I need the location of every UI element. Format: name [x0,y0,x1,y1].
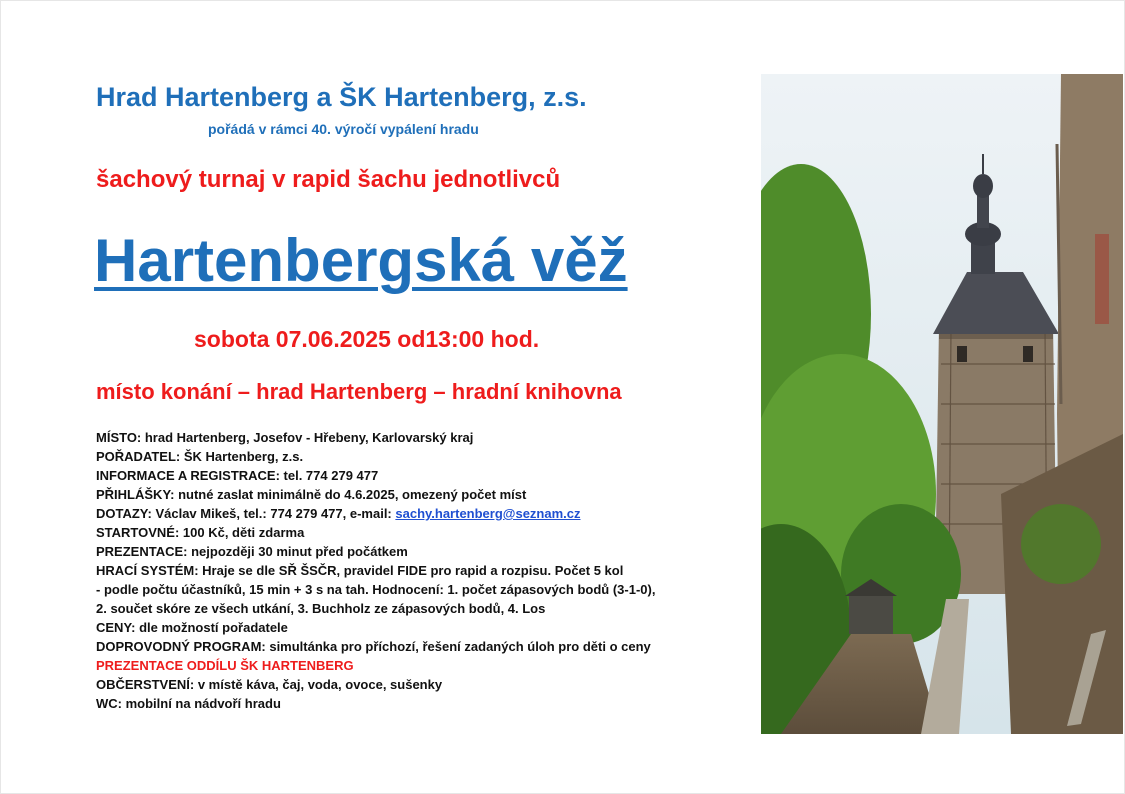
detail-hraci-system-2: - podle počtu účastníků, 15 min + 3 s na tah. Hodnocení: 1. počet zápasových bodů (3-1-0), [96,582,656,597]
castle-tower-photo [761,74,1123,734]
detail-wc: WC: mobilní na nádvoří hradu [96,696,281,711]
detail-dotazy-text: DOTAZY: Václav Mikeš, tel.: 774 279 477, e-mail: [96,506,396,521]
detail-hraci-system-3: 2. součet skóre ze všech utkání, 3. Buchholz ze zápasových bodů, 4. Los [96,601,546,616]
detail-ceny: CENY: dle možností pořadatele [96,620,288,635]
tournament-title: Hartenbergská věž [94,227,628,294]
detail-misto: MÍSTO: hrad Hartenberg, Josefov - Hřebeny, Karlovarský kraj [96,430,474,445]
detail-obcerstveni: OBČERSTVENÍ: v místě káva, čaj, voda, ovoce, sušenky [96,677,443,692]
detail-prezentace: PREZENTACE: nejpozději 30 minut před počátkem [96,544,408,559]
event-venue: místo konání – hrad Hartenberg – hradní knihovna [96,379,622,404]
event-type-heading: šachový turnaj v rapid šachu jednotlivců [96,166,561,193]
detail-prezentace-oddilu: PREZENTACE ODDÍLU ŠK HARTENBERG [96,658,354,673]
detail-hraci-system-1: HRACÍ SYSTÉM: Hraje se dle SŘ ŠSČR, pravidel FIDE pro rapid a rozpisu. Počet 5 kol [96,563,624,578]
detail-prihlasky: PŘIHLÁŠKY: nutné zaslat minimálně do 4.6.2025, omezený počet míst [96,487,527,502]
detail-dotazy [96,504,760,523]
detail-startovne: STARTOVNÉ: 100 Kč, děti zdarma [96,525,305,540]
organizer-heading: Hrad Hartenberg a ŠK Hartenberg, z.s. [96,82,587,112]
subtitle: pořádá v rámci 40. výročí vypálení hradu [208,121,479,137]
detail-poradatel: POŘADATEL: ŠK Hartenberg, z.s. [96,449,304,464]
details-block [96,428,760,713]
detail-doprovodny: DOPROVODNÝ PROGRAM: simultánka pro příchozí, řešení zadaných úloh pro děti o ceny [96,639,651,654]
email-link[interactable]: sachy.hartenberg@seznam.cz [395,506,581,521]
detail-informace: INFORMACE A REGISTRACE: tel. 774 279 477 [96,468,379,483]
event-date: sobota 07.06.2025 od13:00 hod. [194,326,540,352]
